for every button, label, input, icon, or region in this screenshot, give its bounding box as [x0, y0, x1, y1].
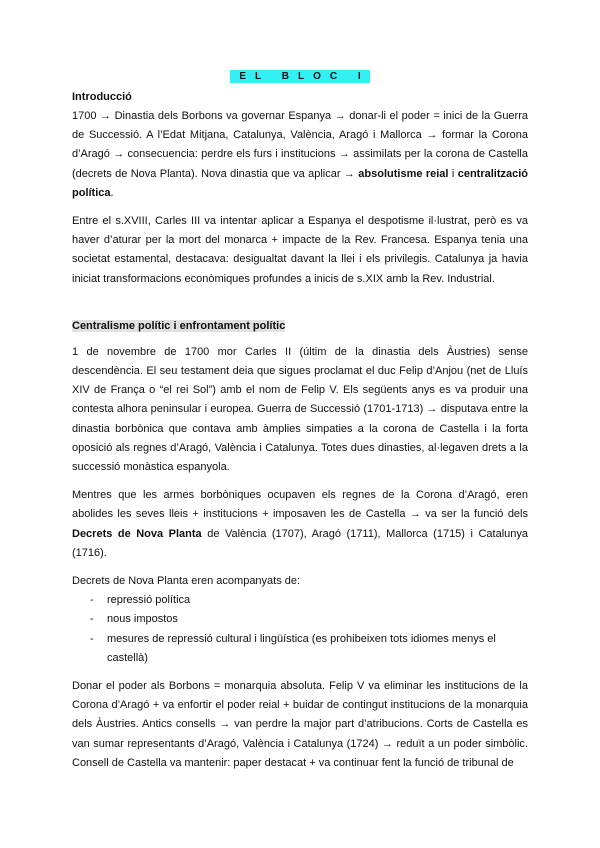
intro-heading-text: Introducció [72, 91, 132, 103]
intro-p1-bold-absolutisme: absolutisme reial [358, 167, 449, 180]
list-dash: - [90, 632, 94, 645]
section2-heading [72, 317, 528, 336]
intro-p1-text-a: 1700 → Dinastia dels Borbons va governar Espanya → donar-li el poder = inici de la Guerra de Successió. A l’Edat Mitjana, Catalunya, València, Aragó i Mallorca → formar la Corona d’Aragó → consecuencia: perdre els furs i institucions → assimilats per la corona de Castella (decrets de Nova Planta). Nova dinastia que va aplicar → [72, 110, 528, 180]
section2-paragraph-4: Donar el poder als Borbons = monarquia absoluta. Felip V va eliminar les institucions de la Corona d’Aragó + va enfortir el poder reial + buidar de contingut institucions de la monarquia dels Àustries. Antics consells → van perdre la major part d’atribucions. Corts de Castella es van sumar representants d’Aragó, València i Catalunya (1724) → reduït a un poder simbòlic. Consell de Castella va mantenir: paper destacat + va continuar fent la funció de tribunal de [72, 680, 528, 769]
list-item-text: repressió política [107, 594, 191, 607]
section2-heading-text: Centralisme polític i enfrontament polític [72, 319, 286, 332]
decrets-list [72, 591, 528, 668]
section2-p2-text-a: Mentres que les armes borbòniques ocupaven els regnes de la Corona d’Aragó, eren abolides les seves lleis + institucions + imposaven les de Castella → va ser la funció dels [72, 489, 528, 521]
section2-paragraph-2 [72, 486, 528, 563]
section2-paragraph-3: Decrets de Nova Planta eren acompanyats de: [72, 575, 301, 588]
intro-p1-text-c: i [448, 167, 458, 180]
list-dash: - [90, 594, 94, 607]
list-item-text: mesures de repressió cultural i lingüística (es prohibeixen tots idiomes menys el castellà) [107, 632, 496, 664]
list-dash: - [90, 613, 94, 626]
section2-paragraph-1: 1 de novembre de 1700 mor Carles II (últim de la dinastia dels Àustries) sense descendència. El seu testament deia que sigues proclamat el duc Felip d’Anjou (net de Lluís XIV de França o “el rei Sol”) amb el nom de Felip V. Els següents anys es va produir una contesta alhora peninsular i europea. Guerra de Successió (1701-1713) → disputava entre la dinastia borbònica que contava amb àmplies simpaties a la corona de Castella i la forta oposició als regnes d’Aragó, València i Catalunya. Totes dues dinasties, al·legaven drets a la successió monàstica espanyola. [72, 345, 528, 474]
list-item-text: nous impostos [107, 613, 178, 626]
intro-paragraph-2: Entre el s.XVIII, Carles III va intentar aplicar a Espanya el despotisme il·lustrat, però es va haver d’aturar per la mort del monarca + impacte de la Rev. Francesa. Espanya tenia una societat estamental, destacava: desigualtat davant la llei i els privilegis. Catalunya ja havia iniciat transformacions econòmiques profundes a inicis de s.XIX amb la Rev. Industrial. [72, 215, 528, 285]
section2-p2-bold-decrets: Decrets de Nova Planta [72, 527, 202, 540]
intro-heading [72, 88, 528, 107]
document-title: EL BLOC I [230, 70, 369, 83]
list-item [72, 591, 528, 610]
section-spacer [72, 298, 528, 317]
section2-p2-text-c: de València (1707), Aragó (1711), Mallorca (1715) i Catalunya (1716). [72, 527, 528, 559]
intro-p1-text-d: . [110, 186, 114, 199]
intro-p1-bold-centralitzacio: centralització política [72, 167, 529, 199]
intro-paragraph-1 [72, 107, 528, 203]
document-page [72, 70, 528, 782]
title-wrap [72, 70, 528, 86]
list-item [72, 630, 528, 668]
list-item [72, 610, 528, 629]
